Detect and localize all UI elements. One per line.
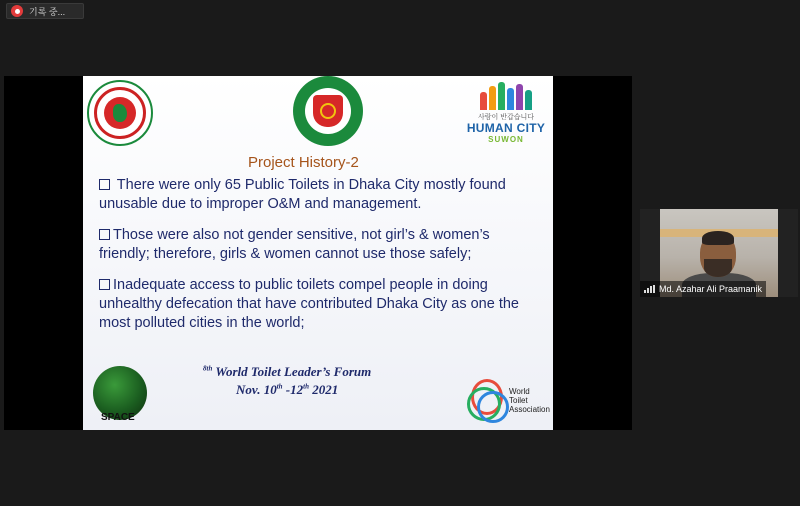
presentation-slide	[83, 76, 553, 430]
human-city-sub: SUWON	[488, 135, 524, 144]
wta-rings-icon	[467, 377, 507, 423]
checkbox-bullet-icon	[99, 179, 110, 190]
signal-bars-icon	[644, 285, 655, 293]
dhaka-city-corporation-logo	[293, 76, 363, 146]
recording-label: 기록 중...	[29, 6, 66, 17]
human-city-name: HUMAN CITY	[466, 121, 546, 135]
forum-caption: $^{8th}$ World Toilet Leader’s Forum Nov. 10th -12th 2021	[203, 364, 372, 397]
slide-bullets	[99, 176, 539, 345]
space-logo	[93, 366, 151, 428]
bullet-item: Inadequate access to public toilets compel people in doing unhealthy defecation that have contributed Dhaka City as one the most polluted cities in the world;	[99, 277, 519, 331]
slide-title: Project History-2	[248, 154, 359, 171]
bullet-item: There were only 65 Public Toilets in Dhaka City mostly found unusable due to improper O&M and management.	[99, 177, 506, 212]
cloud-record-icon	[11, 5, 23, 17]
space-label: SPACE	[101, 412, 135, 423]
participant-video-tile[interactable]	[640, 209, 798, 297]
human-city-suwon-logo	[463, 78, 549, 146]
world-toilet-association-logo: World Toilet Association	[467, 372, 551, 428]
bullet-item: Those were also not gender sensitive, not girl’s & women’s friendly; therefore, girls & women cannot use those safely;	[99, 227, 490, 262]
bangladesh-government-logo	[87, 80, 153, 146]
human-city-korean-text: 사람이 반갑습니다	[477, 114, 535, 121]
checkbox-bullet-icon	[99, 229, 110, 240]
checkbox-bullet-icon	[99, 279, 110, 290]
participant-name: Md. Azahar Ali Praamanik	[659, 284, 763, 294]
participant-name-bar	[640, 281, 766, 297]
recording-indicator[interactable]	[6, 3, 84, 19]
